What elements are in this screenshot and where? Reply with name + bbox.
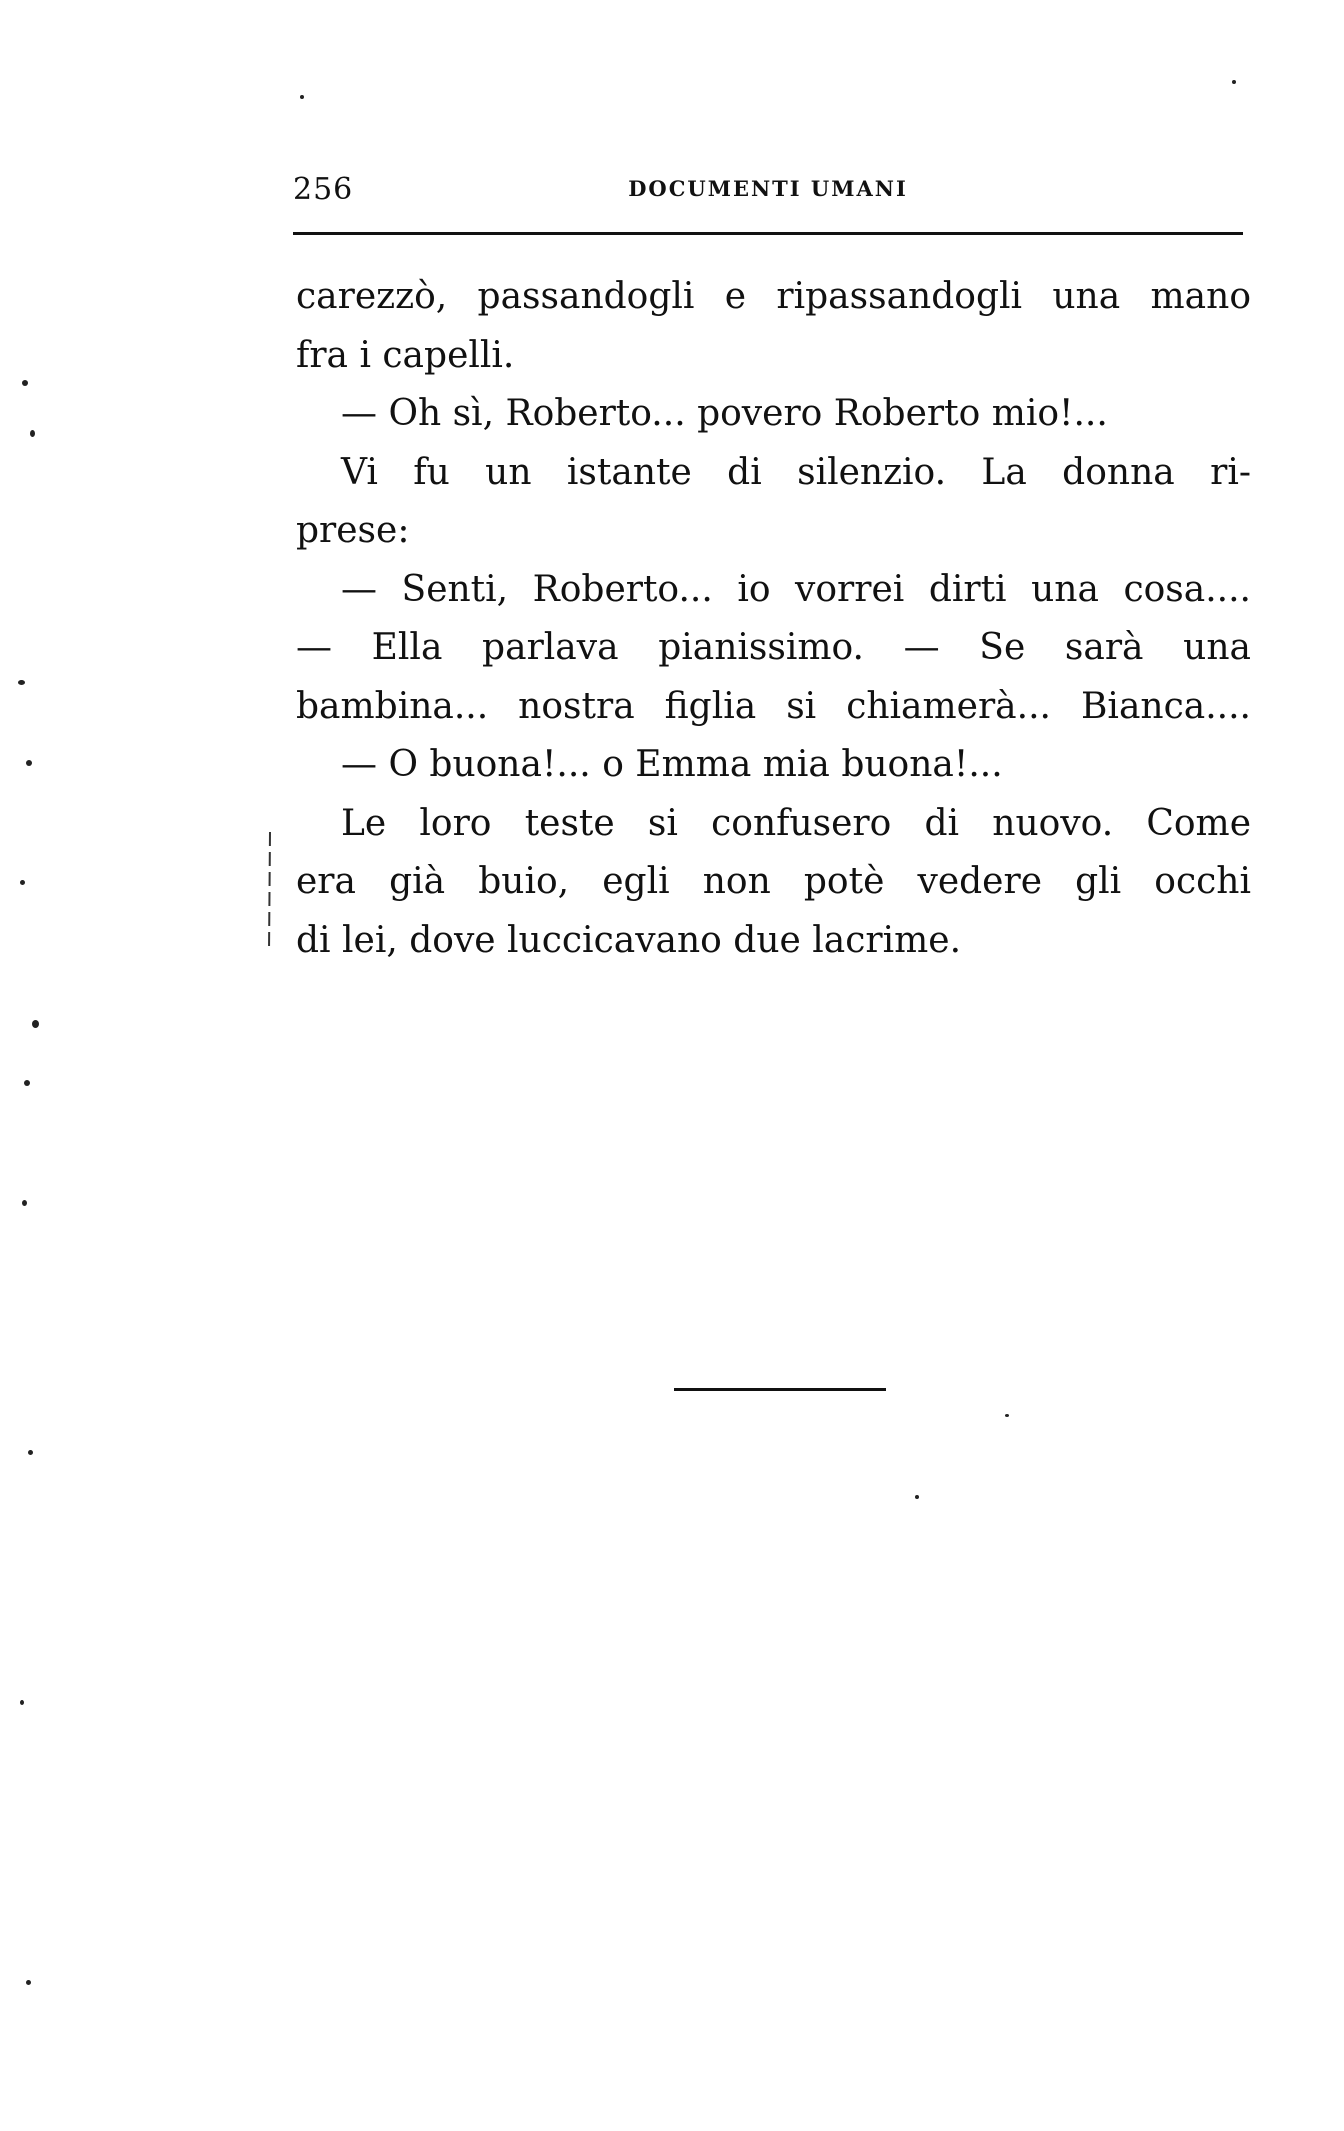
scan-speck xyxy=(20,880,25,885)
scan-speck xyxy=(22,380,28,386)
scan-speck xyxy=(26,1980,31,1985)
scan-speck xyxy=(20,1700,24,1705)
text-line: Vi fu un istante di silenzio. La donna ri- xyxy=(341,451,1251,493)
text-line: prese: xyxy=(296,510,410,551)
margin-pencil-mark xyxy=(268,832,272,952)
text-line: — Oh sì, Roberto... povero Roberto mio!... xyxy=(341,393,1108,434)
scan-speck xyxy=(24,1080,30,1086)
scan-speck xyxy=(300,95,304,99)
scan-speck xyxy=(32,1020,39,1028)
text-line: carezzò, passandogli e ripassandogli una mano xyxy=(296,276,1251,317)
scan-speck xyxy=(30,430,35,437)
scan-speck xyxy=(1005,1414,1009,1417)
text-line: fra i capelli. xyxy=(296,334,515,376)
scan-speck xyxy=(1232,80,1236,84)
text-line: bambina... nostra figlia si chiamerà... Bianca.... xyxy=(296,685,1251,727)
text-line: — Senti, Roberto... io vorrei dirti una cosa.... xyxy=(341,568,1251,610)
text-line: era già buio, egli non potè vedere gli occhi xyxy=(296,861,1251,902)
end-rule xyxy=(674,1388,886,1391)
running-title: DOCUMENTI UMANI xyxy=(628,176,908,201)
text-line: di lei, dove luccicavano due lacrime. xyxy=(296,919,962,961)
scan-speck xyxy=(26,760,32,766)
running-head xyxy=(293,172,1243,212)
scan-speck xyxy=(915,1495,919,1499)
header-rule xyxy=(293,232,1243,235)
scan-speck xyxy=(22,1200,27,1206)
scan-speck xyxy=(18,680,25,685)
body-text xyxy=(296,268,1251,970)
text-line: — Ella parlava pianissimo. — Se sarà una xyxy=(296,627,1251,668)
text-line: — O buona!... o Emma mia buona!... xyxy=(341,744,1003,785)
page-number: 256 xyxy=(293,172,354,207)
text-line: Le loro teste si confusero di nuovo. Come xyxy=(341,802,1251,844)
scan-speck xyxy=(28,1450,33,1455)
